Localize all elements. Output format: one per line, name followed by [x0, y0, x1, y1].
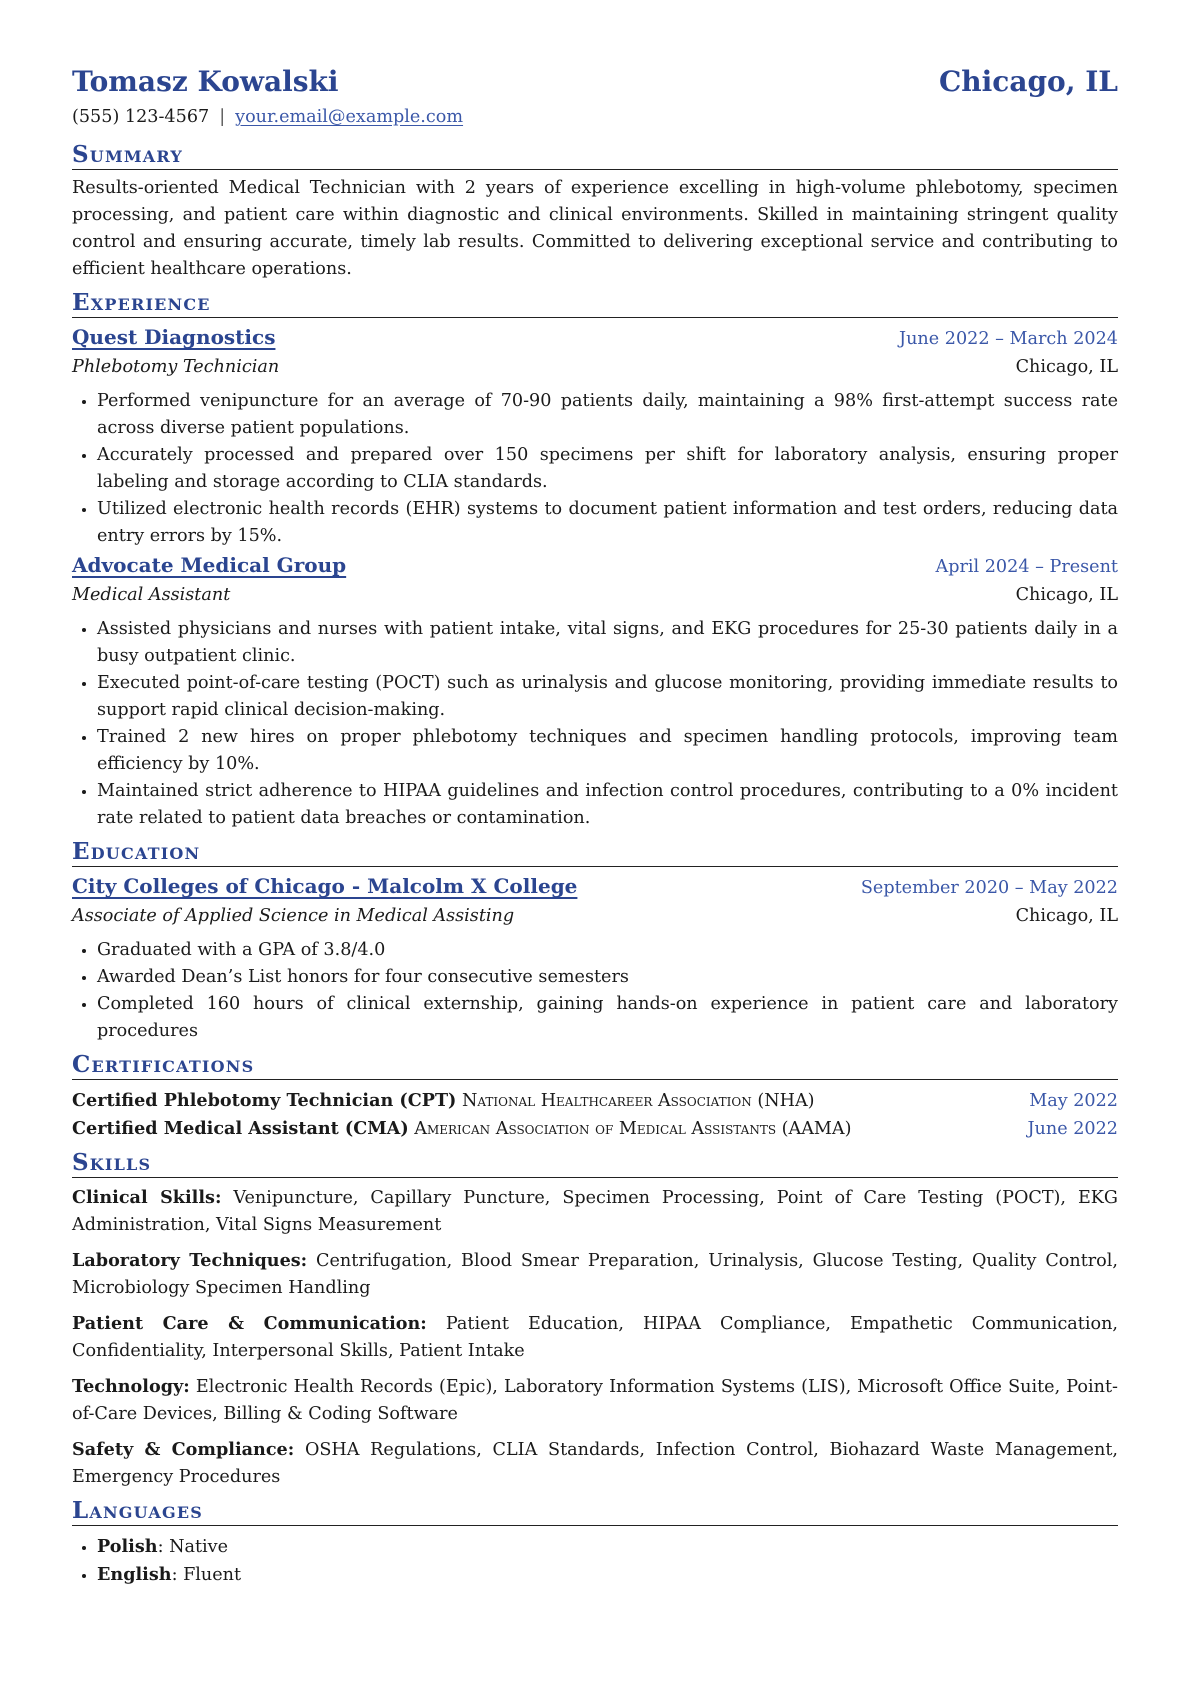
list-item — [97, 1533, 1118, 1561]
language-name: English — [97, 1564, 172, 1585]
phone-number: (555) 123-4567 — [72, 107, 210, 127]
list-item: • Awarded Dean’s List honors for four consecutive semesters — [97, 964, 1118, 991]
certification-date: May 2022 — [1029, 1091, 1118, 1111]
school-link[interactable]: City Colleges of Chicago - Malcolm X College — [72, 874, 578, 898]
candidate-name: Tomasz Kowalski — [72, 65, 339, 98]
list-item: • Completed 160 hours of clinical externship, gaining hands-on experience in patient care and laboratory procedures — [97, 991, 1118, 1045]
job-title: Medical Assistant — [72, 585, 231, 605]
section-title-experience: Experience — [72, 289, 1118, 318]
header — [72, 62, 1118, 102]
skill-group — [72, 1310, 1118, 1365]
contact-line — [72, 104, 1118, 131]
degree-title: Associate of Applied Science in Medical Assisting — [72, 906, 515, 926]
language-list — [72, 1533, 1118, 1589]
skill-group-items: Patient Education, HIPAA Compliance, Empathetic Communication, Confidentiality, Interpersonal Skills, Patient Intake — [72, 1314, 1118, 1361]
job-location: Chicago, IL — [1015, 585, 1118, 605]
language-level: : Fluent — [171, 1565, 242, 1585]
section-title-summary: Summary — [72, 141, 1118, 170]
list-item: • Accurately processed and prepared over 150 specimens per shift for laboratory analysis, ensuring proper labeling and storage according to CLIA standards. — [97, 442, 1118, 496]
job-location: Chicago, IL — [1015, 357, 1118, 377]
skill-group-items: Centrifugation, Blood Smear Preparation, Urinalysis, Glucose Testing, Quality Control, Microbiology Specimen Handling — [72, 1251, 1118, 1298]
skill-group-items: OSHA Regulations, CLIA Standards, Infection Control, Biohazard Waste Management, Emergency Procedures — [72, 1440, 1118, 1487]
achievement-list — [72, 616, 1118, 832]
skill-group — [72, 1436, 1118, 1491]
skill-group — [72, 1184, 1118, 1239]
skill-group — [72, 1373, 1118, 1428]
section-title-education: Education — [72, 838, 1118, 867]
list-item: • Graduated with a GPA of 3.8/4.0 — [97, 937, 1118, 964]
contact-separator: | — [219, 107, 226, 127]
certification-issuer: American Association of Medical Assistants (AAMA) — [414, 1119, 852, 1139]
section-title-languages: Languages — [72, 1497, 1118, 1526]
certification-issuer: National Healthcareer Association (NHA) — [461, 1091, 815, 1111]
skill-group-items: Electronic Health Records (Epic), Laboratory Information Systems (LIS), Microsoft Office Suite, Point-of-Care Devices, Billing & Coding Software — [72, 1377, 1118, 1424]
employment-dates: April 2024 – Present — [935, 557, 1118, 577]
education-entry — [72, 873, 1118, 1045]
school-location: Chicago, IL — [1015, 906, 1118, 926]
education-dates: September 2020 – May 2022 — [860, 878, 1118, 898]
section-title-skills: Skills — [72, 1149, 1118, 1178]
certification-name: Certified Phlebotomy Technician (CPT) — [72, 1090, 457, 1111]
employer-link[interactable]: Advocate Medical Group — [72, 553, 347, 577]
language-level: : Native — [157, 1537, 229, 1557]
skill-group-label: Clinical Skills: — [72, 1187, 222, 1208]
skill-group — [72, 1247, 1118, 1302]
certification-date: June 2022 — [1027, 1119, 1118, 1139]
education-list — [72, 937, 1118, 1045]
certification-row — [72, 1115, 1118, 1143]
skill-group-label: Patient Care & Communication: — [72, 1313, 427, 1334]
candidate-location: Chicago, IL — [938, 65, 1118, 98]
section-title-certifications: Certifications — [72, 1051, 1118, 1080]
list-item: • Performed venipuncture for an average of 70-90 patients daily, maintaining a 98% first-attempt success rate across diverse patient populations. — [97, 388, 1118, 442]
experience-entry — [72, 552, 1118, 832]
job-title: Phlebotomy Technician — [72, 357, 280, 377]
list-item — [97, 1561, 1118, 1589]
achievement-list — [72, 388, 1118, 550]
skill-group-label: Technology: — [72, 1376, 190, 1397]
employment-dates: June 2022 – March 2024 — [899, 329, 1118, 349]
skill-group-label: Safety & Compliance: — [72, 1439, 295, 1460]
list-item: • Utilized electronic health records (EHR) systems to document patient information and test orders, reducing data entry errors by 15%. — [97, 496, 1118, 550]
list-item: • Trained 2 new hires on proper phlebotomy techniques and specimen handling protocols, improving team efficiency by 10%. — [97, 724, 1118, 778]
email-link[interactable]: your.email@example.com — [235, 107, 464, 127]
summary-text: Results-oriented Medical Technician with 2 years of experience excelling in high-volume phlebotomy, specimen processing, and patient care within diagnostic and clinical environments. Skilled in maintaining stringent quality control and ensuring accurate, timely lab results. Committed to delivering exceptional service and contributing to efficient healthcare operations. — [72, 178, 1118, 279]
list-item: • Assisted physicians and nurses with patient intake, vital signs, and EKG procedures for 25-30 patients daily in a busy outpatient clinic. — [97, 616, 1118, 670]
certification-row — [72, 1087, 1118, 1115]
experience-entry — [72, 324, 1118, 550]
skill-group-label: Laboratory Techniques: — [72, 1250, 308, 1271]
certification-name: Certified Medical Assistant (CMA) — [72, 1118, 409, 1139]
skill-group-items: Venipuncture, Capillary Puncture, Specimen Processing, Point of Care Testing (POCT), EKG Administration, Vital Signs Measurement — [72, 1188, 1118, 1235]
list-item: • Maintained strict adherence to HIPAA guidelines and infection control procedures, contributing to a 0% incident rate related to patient data breaches or contamination. — [97, 778, 1118, 832]
list-item: • Executed point-of-care testing (POCT) such as urinalysis and glucose monitoring, providing immediate results to support rapid clinical decision-making. — [97, 670, 1118, 724]
language-name: Polish — [97, 1536, 158, 1557]
employer-link[interactable]: Quest Diagnostics — [72, 325, 276, 349]
